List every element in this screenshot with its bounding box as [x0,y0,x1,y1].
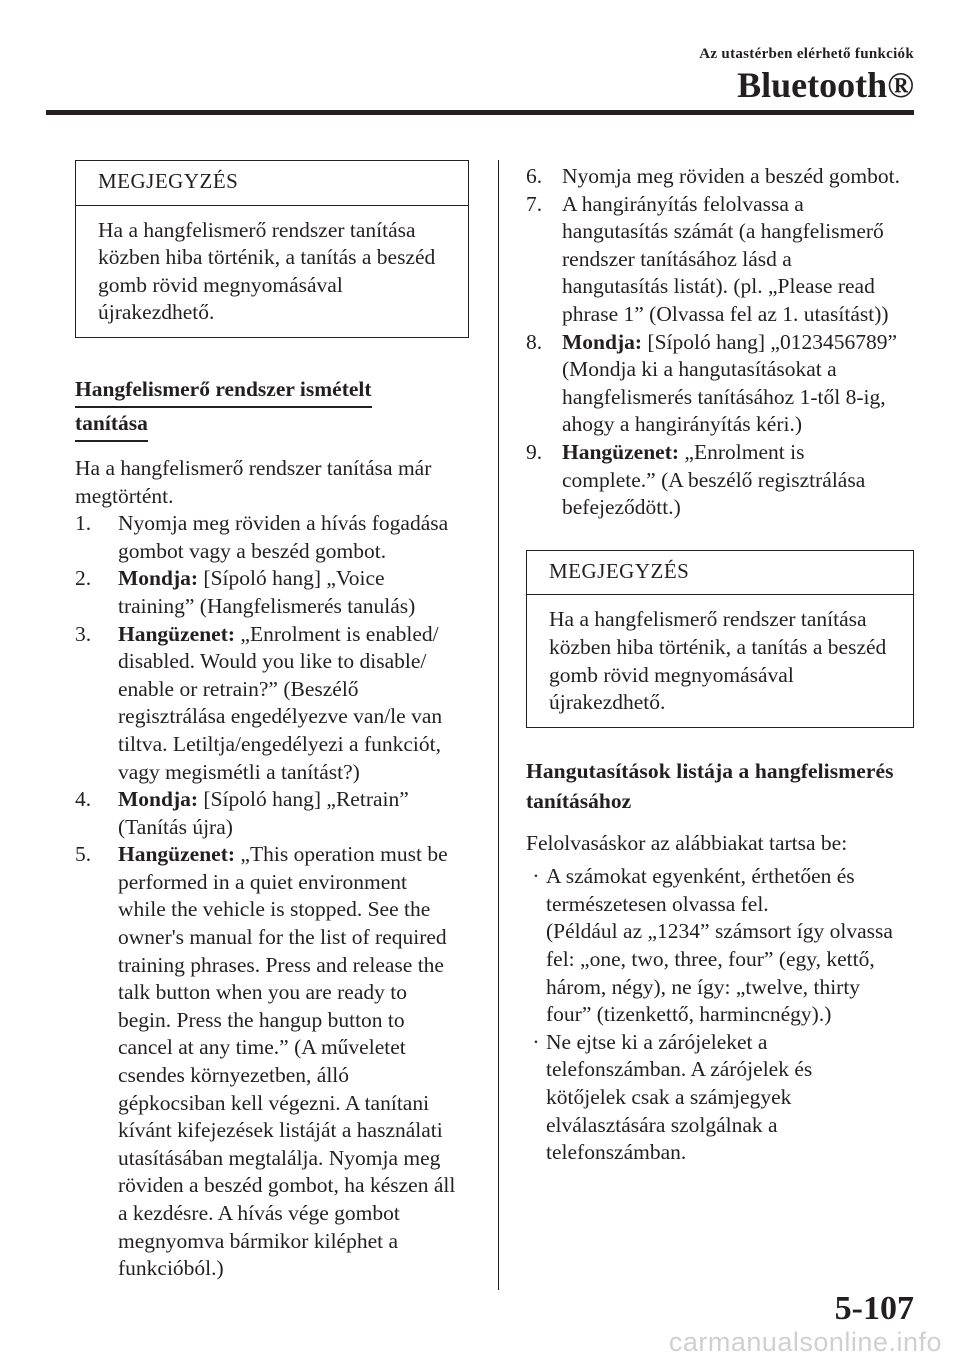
watermark: carmanualsonline.info [668,1327,942,1357]
step-6: 6. Nyomja meg röviden a beszéd gombot. [526,164,900,188]
step-8: 8. Mondja: [Sípoló hang] „0123456789” (Mondja ki a hangutasításokat a hangfelismerés tanításához 1-től 8-ig, ahogy a hangirányítás kéri.) [526,329,898,437]
note-line: gomb rövid megnyomásával [549,662,794,687]
note-line: újrakezdhető. [549,690,666,715]
section-title: Hangfelismerő rendszer ismételt tanítása [75,374,475,442]
header-subtitle: Az utastérben elérhető funkciók [699,46,914,62]
note-line: újrakezdhető. [98,300,215,325]
note-box [526,550,914,728]
left-column [75,160,475,1283]
intro-paragraph: Felolvasáskor az alábbiakat tartsa be: [526,830,848,855]
bullet-item: · A számokat egyenként, érthetően és természetesen olvassa fel. (Például az „1234” számsort így olvassa fel: „one, two, three, four” (egy, kettő, három, négy), ne így: „twelve, thirty four” (tizenkettő, harmincnégy).) [526,863,916,1029]
step-3: 3. Hangüzenet: „Enrolment is enabled/ disabled. Would you like to disable/ enable or retrain?” (Beszélő regisztrálása engedélyezve van/le van tiltva. Letiltja/engedélyezi a funkciót, vagy megismétli a tanítást?) [75,621,443,784]
section-title: Hangutasítások listája a hangfelismerés tanításához [526,758,894,813]
bullet-dot-icon: · [532,1029,540,1054]
step-4: 4. Mondja: [Sípoló hang] „Retrain” (Tanítás újra) [75,787,409,839]
note-body [527,595,913,726]
note-line: közben hiba történik, a tanítás a beszéd [98,245,436,270]
note-box [75,160,469,338]
bullet-dot-icon: · [532,864,540,889]
step-1: 1. Nyomja meg röviden a hívás fogadása gombot vagy a beszéd gombot. [75,511,449,563]
note-line: gomb rövid megnyomásával [98,272,343,297]
note-heading: MEGJEGYZÉS [76,161,468,206]
note-line: Ha a hangfelismerő rendszer tanítása [98,217,416,242]
step-5: 5. Hangüzenet: „This operation must be performed in a quiet environment while the vehicle is stopped. See the owner's manual for the list of required training phrases. Press and release the talk button when you are ready to begin. Press the hangup button to cancel at any time.” (A műveletet csendes környezetben, álló gépkocsiban kell végezni. A tanítani kívánt kifejezések listáját a használati utasításában megtalálja. Nyomja meg röviden a beszéd gombot, ha készen áll a kezdésre. A hívás vége gombot megnyomva bármikor kiléphet a funkcióból.) [75,842,456,1281]
bullet-item: · Ne ejtse ki a zárójeleket a telefonszámban. A zárójelek és kötőjelek csak a számjegyek elválasztására szolgálnak a telefonszámban. [526,1029,916,1167]
header-rule [46,110,914,115]
intro-paragraph: Ha a hangfelismerő rendszer tanítása már megtörtént. [75,455,432,508]
note-body [76,206,468,337]
note-heading: MEGJEGYZÉS [527,551,913,596]
step-2: 2. Mondja: [Sípoló hang] „Voice training” (Hangfelismerés tanulás) [75,566,416,618]
page-number: 5-107 [834,1290,914,1327]
note-line: közben hiba történik, a tanítás a beszéd [549,634,887,659]
header-title: Bluetooth® [737,65,914,105]
step-7: 7. A hangirányítás felolvassa a hangutasítás számát (a hangfelismerő rendszer tanításához lásd a hangutasítás listát). (pl. „Please read phrase 1” (Olvassa fel az 1. utasítást)) [526,191,889,326]
column-divider [498,160,499,1290]
right-column [526,163,916,1167]
note-line: Ha a hangfelismerő rendszer tanítása [549,607,867,632]
step-9: 9. Hangüzenet: „Enrolment is complete.” (A beszélő regisztrálása befejeződött.) [526,439,866,520]
